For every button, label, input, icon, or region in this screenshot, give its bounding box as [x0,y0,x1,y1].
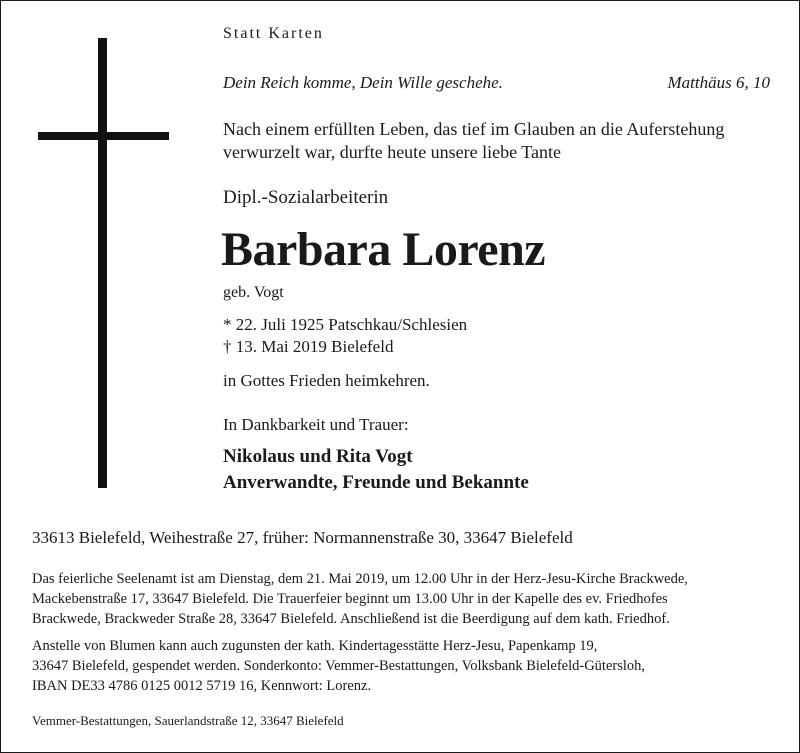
funeral-home-footer: Vemmer-Bestattungen, Sauerlandstraße 12, 33647 Bielefeld [32,713,344,728]
birth-date-place: * 22. Juli 1925 Patschkau/Schlesien [223,315,468,334]
service-line: Mackebenstraße 17, 33647 Bielefeld. Die Trauerfeier beginnt um 13.00 Uhr in der Kapelle des ev. Friedhofes [32,591,668,607]
mourners-intro: In Dankbarkeit und Trauer: [223,415,409,434]
bible-verse-reference: Matthäus 6, 10 [667,73,770,92]
donation-paragraph [32,636,645,696]
mourners-family: Nikolaus und Rita Vogt [223,446,413,467]
mourners-relatives: Anverwandte, Freunde und Bekannte [223,472,529,493]
bible-verse: Dein Reich komme, Dein Wille geschehe. [223,73,503,92]
service-paragraph [32,569,688,629]
closing-phrase: in Gottes Frieden heimkehren. [223,371,430,390]
mourner-address: 33613 Bielefeld, Weihestraße 27, früher: Normannenstraße 30, 33647 Bielefeld [32,528,573,547]
service-line: Das feierliche Seelenamt ist am Dienstag, dem 21. Mai 2019, um 12.00 Uhr in der Herz-Jesu-Kirche Brackwede, [32,571,688,587]
donation-line: Anstelle von Blumen kann auch zugunsten der kath. Kindertagesstätte Herz-Jesu, Papenkamp 19, [32,638,598,654]
cross-vertical-bar [98,38,107,488]
intro-line: Nach einem erfüllten Leben, das tief im Glauben an die Auferstehung [223,119,725,139]
cross-horizontal-bar [38,132,169,140]
donation-line: 33647 Bielefeld, gespendet werden. Sonderkonto: Vemmer-Bestattungen, Volksbank Bielefeld-Gütersloh, [32,658,646,674]
donation-line: IBAN DE33 4786 0125 0012 5719 16, Kennwort: Lorenz. [32,678,372,694]
statt-karten-label: Statt Karten [223,25,324,42]
death-date-place: † 13. Mai 2019 Bielefeld [223,337,394,356]
intro-text [223,118,724,164]
deceased-birth-name: geb. Vogt [223,284,284,301]
deceased-occupation: Dipl.-Sozialarbeiterin [223,187,389,208]
intro-line: verwurzelt war, durfte heute unsere liebe Tante [223,142,562,162]
deceased-name: Barbara Lorenz [221,223,546,276]
service-line: Brackwede, Brackweder Straße 28, 33647 Bielefeld. Anschließend ist die Beerdigung auf dem kath. Friedhof. [32,611,670,627]
